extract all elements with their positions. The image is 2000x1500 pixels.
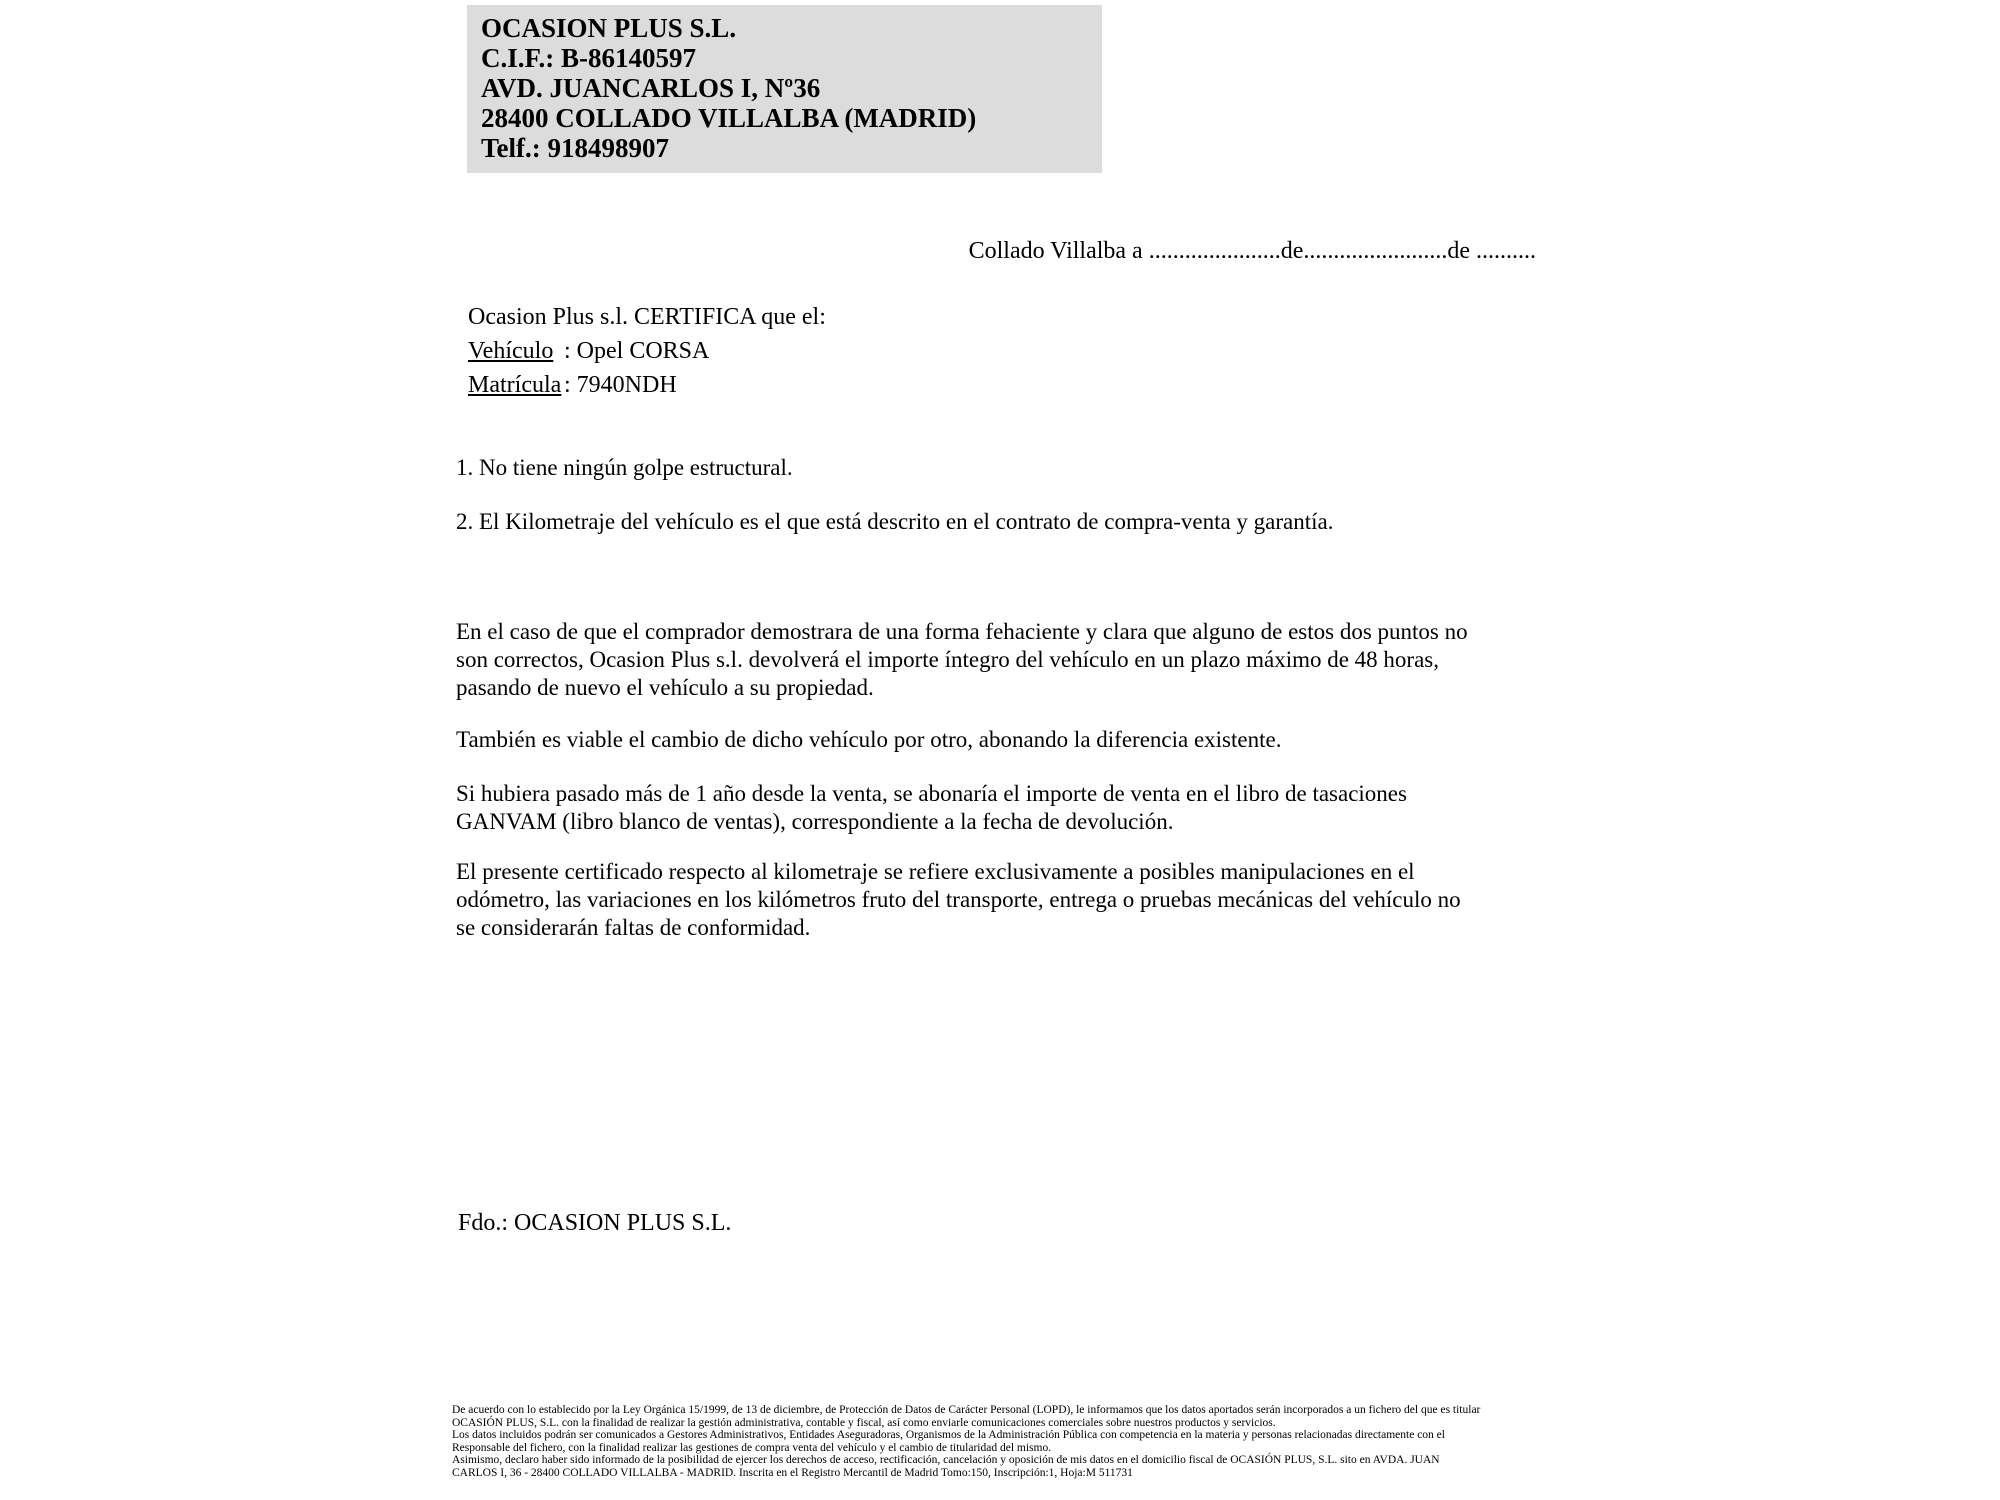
company-phone: Telf.: 918498907 bbox=[481, 133, 669, 163]
company-address: AVD. JUANCARLOS I, Nº36 bbox=[481, 73, 821, 103]
legal-line: Responsable del fichero, con la finalidad realizar las gestiones de compra venta del vehículo y el cambio de titularidad del mismo. bbox=[452, 1441, 1052, 1454]
body-paragraph-ganvam bbox=[456, 780, 1407, 836]
signature-line: Fdo.: OCASION PLUS S.L. bbox=[458, 1210, 732, 1236]
paragraph-line: se considerarán faltas de conformidad. bbox=[456, 915, 811, 940]
vehicle-field-row bbox=[468, 334, 826, 368]
legal-line: De acuerdo con lo establecido por la Ley Orgánica 15/1999, de 13 de diciembre, de Protección de Datos de Carácter Personal (LOPD), le informamos que los datos aportados serán incorporados a un fichero del que es titular bbox=[452, 1404, 1481, 1416]
certified-point-1: 1. No tiene ningún golpe estructural. bbox=[456, 455, 793, 480]
legal-line: Los datos incluidos podrán ser comunicados a Gestores Administrativos, Entidades Aseguradoras, Organismos de la Administración Pública con competencia en la materia y personas relacionadas directamente con el bbox=[452, 1429, 1445, 1441]
paragraph-line: También es viable el cambio de dicho vehículo por otro, abonando la diferencia existente. bbox=[456, 727, 1282, 752]
paragraph-line: pasando de nuevo el vehículo a su propiedad. bbox=[456, 675, 874, 700]
plate-field-value: : 7940NDH bbox=[564, 372, 677, 398]
company-name: OCASION PLUS S.L. bbox=[481, 13, 737, 43]
body-paragraph-exchange bbox=[456, 726, 1281, 754]
paragraph-line: Si hubiera pasado más de 1 año desde la venta, se abonaría el importe de venta en el libro de tasaciones bbox=[456, 781, 1407, 806]
company-cif: C.I.F.: B-86140597 bbox=[481, 43, 697, 73]
vehicle-field-label: Vehículo bbox=[468, 338, 554, 364]
paragraph-line: GANVAM (libro blanco de ventas), correspondiente a la fecha de devolución. bbox=[456, 809, 1174, 834]
plate-field-label: Matrícula bbox=[468, 372, 562, 398]
certification-block bbox=[468, 300, 826, 402]
body-paragraph-odometer bbox=[456, 858, 1461, 942]
paragraph-line: son correctos, Ocasion Plus s.l. devolverá el importe íntegro del vehículo en un plazo máximo de 48 horas, bbox=[456, 647, 1440, 672]
certified-point-2: 2. El Kilometraje del vehículo es el que está descrito en el contrato de compra-venta y garantía. bbox=[456, 509, 1334, 534]
company-header-box bbox=[467, 5, 1102, 173]
legal-line: OCASIÓN PLUS, S.L. con la finalidad de realizar la gestión administrativa, contable y fiscal, así como enviarle comunicaciones comerciales sobre nuestros productos y servicios. bbox=[452, 1416, 1276, 1429]
vehicle-field-value: : Opel CORSA bbox=[564, 338, 710, 364]
legal-line: Asimismo, declaro haber sido informado de la posibilidad de ejercer los derechos de acceso, rectificación, cancelación y oposición de mis datos en el domicilio fiscal de OCASIÓN PLUS, S.L. sito en AVDA. JUAN bbox=[452, 1454, 1440, 1466]
legal-lopd-notice bbox=[452, 1404, 1480, 1479]
company-city: 28400 COLLADO VILLALBA (MADRID) bbox=[481, 103, 977, 133]
body-paragraph-refund bbox=[456, 618, 1468, 702]
plate-field-row bbox=[468, 368, 826, 402]
legal-line: CARLOS I, 36 - 28400 COLLADO VILLALBA - MADRID. Inscrita en el Registro Mercantil de Madrid Tomo:150, Inscripción:1, Hoja:M 511731 bbox=[452, 1466, 1133, 1479]
paragraph-line: odómetro, las variaciones en los kilómetros fruto del transporte, entrega o pruebas mecánicas del vehículo no bbox=[456, 887, 1461, 912]
paragraph-line: El presente certificado respecto al kilometraje se refiere exclusivamente a posibles manipulaciones en el bbox=[456, 859, 1415, 884]
certify-intro: Ocasion Plus s.l. CERTIFICA que el: bbox=[468, 304, 826, 330]
date-fill-in-line: Collado Villalba a ......................de........................de .......... bbox=[968, 238, 1536, 264]
paragraph-line: En el caso de que el comprador demostrara de una forma fehaciente y clara que alguno de estos dos puntos no bbox=[456, 619, 1468, 644]
